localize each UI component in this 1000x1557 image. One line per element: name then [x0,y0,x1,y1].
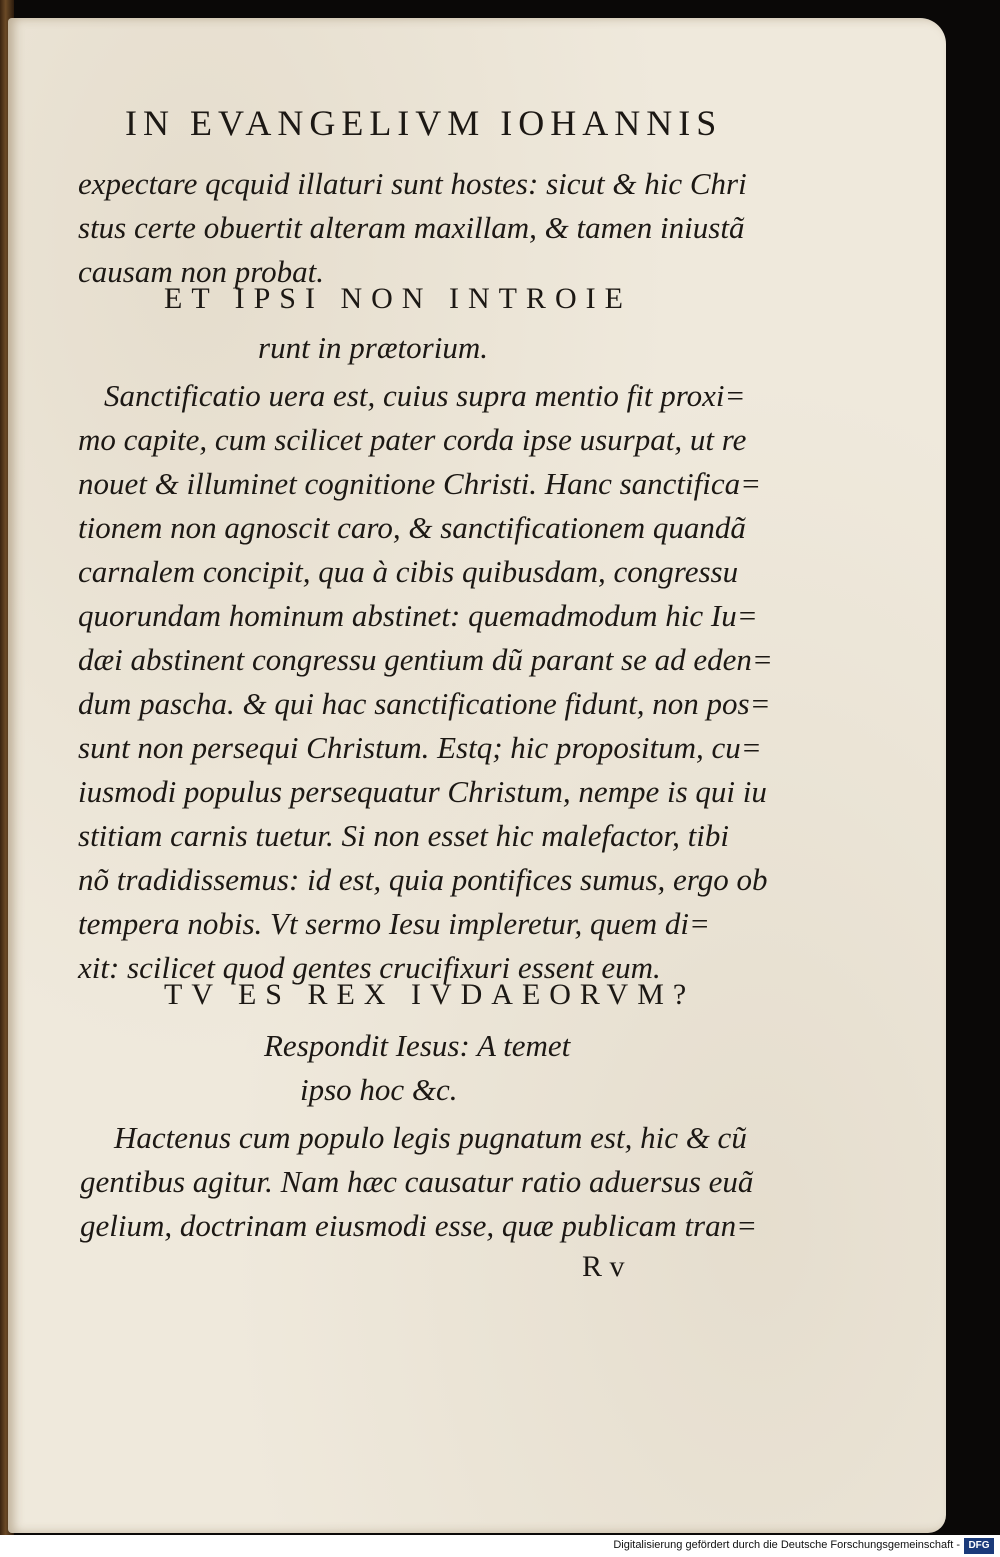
running-header: IN EVANGELIVM IOHANNIS [125,103,723,143]
book-page [8,18,946,1533]
text-line: stitiam carnis tuetur. Si non esset hic malefactor, tibi [78,818,729,853]
text-line: causam non probat. [78,254,324,289]
funding-credit: Digitalisierung gefördert durch die Deutsche Forschungsgemeinschaft - [613,1539,960,1551]
section-heading-continuation: ipso hoc &c. [300,1072,458,1107]
text-line: xit: scilicet quod gentes crucifixuri essent eum. [78,950,661,985]
footer-bar [0,1535,1000,1557]
text-line: gentibus agitur. Nam hæc causatur ratio aduersus euã [80,1164,754,1199]
signature-mark: R v [582,1250,625,1283]
text-line: tionem non agnoscit caro, & sanctificationem quandã [78,510,746,545]
text-line: nõ tradidissemus: id est, quia pontifices sumus, ergo ob [78,862,768,897]
text-line: tempera nobis. Vt sermo Iesu impleretur, quem di= [78,906,710,941]
section-heading-continuation: Respondit Iesus: A temet [264,1028,571,1063]
text-line: mo capite, cum scilicet pater corda ipse usurpat, ut re [78,422,747,457]
text-line: Hactenus cum populo legis pugnatum est, hic & cũ [114,1120,747,1155]
text-line: expectare qcquid illaturi sunt hostes: sicut & hic Chri [78,166,747,201]
text-line: Sanctificatio uera est, cuius supra mentio fit proxi= [104,378,746,413]
text-line: sunt non persequi Christum. Estq; hic propositum, cu= [78,730,762,765]
section-heading: TV ES REX IVDAEORVM? [164,978,696,1011]
text-line: dum pascha. & qui hac sanctificatione fidunt, non pos= [78,686,771,721]
text-line: dæi abstinent congressu gentium dũ parant se ad eden= [78,642,773,677]
section-heading-continuation: runt in prætorium. [258,330,488,365]
text-line: gelium, doctrinam eiusmodi esse, quæ publicam tran= [80,1208,758,1243]
text-line: nouet & illuminet cognitione Christi. Hanc sanctifica= [78,466,762,501]
text-line: iusmodi populus persequatur Christum, nempe is qui iu [78,774,767,809]
text-line: quorundam hominum abstinet: quemadmodum hic Iu= [78,598,758,633]
text-line: stus certe obuertit alteram maxillam, & tamen iniustã [78,210,745,245]
dfg-logo-icon: DFG [964,1538,994,1554]
text-line: carnalem concipit, qua à cibis quibusdam, congressu [78,554,739,589]
section-heading: ET IPSI NON INTROIE [164,282,632,315]
